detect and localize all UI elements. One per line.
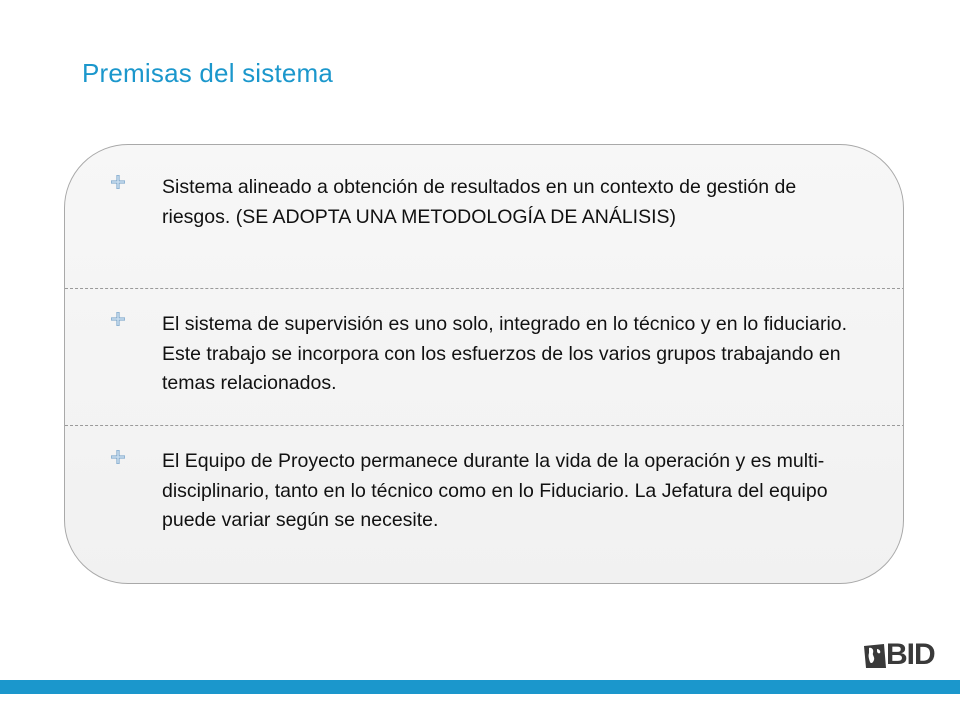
crosshair-bullet-icon: [111, 312, 125, 326]
crosshair-bullet-icon: [111, 175, 125, 189]
bullet-item: [65, 425, 904, 584]
bullet-text: El Equipo de Proyecto permanece durante la vida de la operación y es multi-disciplinario, tanto en lo técnico como en lo Fiduciario. La Jefatura del equipo puede variar según se necesite.: [162, 450, 828, 531]
bid-logo: [862, 640, 946, 674]
globe-icon: [862, 642, 888, 670]
footer-bar: [0, 680, 960, 694]
bullet-text: Sistema alineado a obtención de resultados en un contexto de gestión de riesgos. (SE ADOPTA UNA METODOLOGÍA DE ANÁLISIS): [162, 176, 797, 228]
slide-title: Premisas del sistema: [82, 58, 334, 88]
bullet-item: [65, 289, 904, 425]
bullet-item: [65, 145, 904, 289]
bullet-text: El sistema de supervisión es uno solo, integrado en lo técnico y en lo fiduciario. Este trabajo se incorpora con los esfuerzos de los varios grupos trabajando en temas relacionados.: [162, 313, 848, 394]
content-panel: [64, 144, 904, 584]
logo-text: BID: [886, 638, 935, 671]
crosshair-bullet-icon: [111, 450, 125, 464]
